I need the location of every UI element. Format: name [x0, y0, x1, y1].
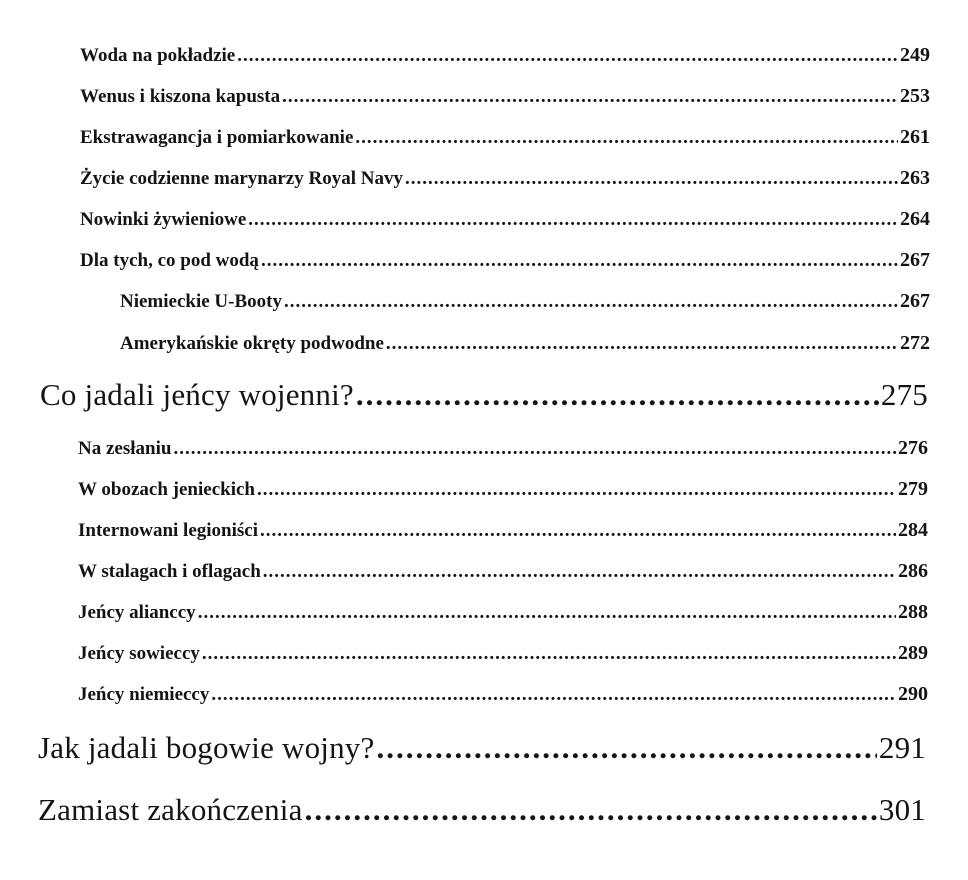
toc-entry-niemieckie-u-booty[interactable] — [120, 290, 930, 313]
toc-chapter-page-number: 291 — [878, 730, 926, 765]
toc-entry-title: Nowinki żywieniowe — [80, 209, 247, 230]
toc-entry-page-number: 288 — [898, 601, 928, 623]
dot-leader — [237, 45, 898, 67]
dot-leader — [261, 250, 898, 272]
toc-entry-title: Jeńcy alianccy — [78, 602, 196, 623]
toc-entry-page-number: 264 — [900, 208, 930, 230]
dot-leader — [405, 168, 898, 190]
dot-leader — [260, 520, 896, 542]
toc-entry-page-number: 253 — [900, 85, 930, 107]
toc-entry-page-number: 284 — [898, 519, 928, 541]
toc-chapter-jak-jadali-bogowie-wojny[interactable] — [38, 730, 926, 766]
toc-chapter-title: Jak jadali bogowie wojny? — [38, 730, 375, 765]
dot-leader — [355, 127, 898, 149]
toc-entry-na-zeslaniu[interactable] — [78, 437, 928, 460]
toc-entry-page-number: 290 — [898, 683, 928, 705]
toc-chapter-title: Co jadali jeńcy wojenni? — [40, 377, 354, 412]
toc-entry-page-number: 267 — [900, 290, 930, 312]
toc-entry-page-number: 276 — [898, 437, 928, 459]
toc-entry-page-number: 289 — [898, 642, 928, 664]
toc-chapter-co-jadali-jency-wojenni[interactable] — [40, 377, 928, 413]
toc-entry-jency-alianccy[interactable] — [78, 601, 928, 624]
toc-entry-ekstrawagancja[interactable] — [80, 126, 930, 149]
dot-leader — [282, 86, 898, 108]
dot-leader — [257, 479, 896, 501]
dot-leader — [198, 602, 896, 624]
dot-leader — [202, 643, 896, 665]
toc-chapter-zamiast-zakonczenia[interactable] — [38, 792, 926, 828]
dot-leader — [305, 792, 877, 828]
toc-entry-title: Wenus i kiszona kapusta — [80, 86, 281, 107]
toc-chapter-page-number: 275 — [880, 377, 928, 412]
toc-entry-title: Amerykańskie okręty podwodne — [120, 333, 384, 354]
toc-entry-jency-niemieccy[interactable] — [78, 683, 928, 706]
toc-entry-woda-na-pokladzie[interactable] — [80, 44, 930, 67]
dot-leader — [211, 684, 896, 706]
dot-leader — [386, 333, 898, 355]
toc-entry-page-number: 267 — [900, 249, 930, 271]
toc-entry-zycie-codzienne[interactable] — [80, 167, 930, 190]
dot-leader — [263, 561, 896, 583]
dot-leader — [173, 438, 896, 460]
toc-entry-page-number: 261 — [900, 126, 930, 148]
toc-chapter-title: Zamiast zakończenia — [38, 792, 303, 827]
toc-entry-nowinki-zywieniowe[interactable] — [80, 208, 930, 231]
toc-entry-page-number: 249 — [900, 44, 930, 66]
toc-entry-title: Życie codzienne marynarzy Royal Navy — [80, 168, 403, 189]
toc-entry-title: Woda na pokładzie — [80, 45, 236, 66]
toc-entry-title: Dla tych, co pod wodą — [80, 250, 259, 271]
toc-chapter-page-number: 301 — [878, 792, 926, 827]
toc-entry-title: Jeńcy niemieccy — [78, 684, 210, 705]
toc-entry-dla-tych-co-pod-woda[interactable] — [80, 249, 930, 272]
toc-entry-page-number: 263 — [900, 167, 930, 189]
toc-entry-page-number: 286 — [898, 560, 928, 582]
toc-entry-title: Jeńcy sowieccy — [78, 643, 200, 664]
dot-leader — [248, 209, 898, 231]
toc-entry-w-stalagach-i-oflagach[interactable] — [78, 560, 928, 583]
toc-entry-title: Ekstrawagancja i pomiarkowanie — [80, 127, 354, 148]
toc-entry-title: Na zesłaniu — [78, 438, 172, 459]
toc-entry-amerykanskie-okrety-podwodne[interactable] — [120, 332, 930, 355]
toc-entry-title: W stalagach i oflagach — [78, 561, 261, 582]
toc-entry-jency-sowieccy[interactable] — [78, 642, 928, 665]
toc-entry-page-number: 279 — [898, 478, 928, 500]
toc-entry-w-obozach-jenieckich[interactable] — [78, 478, 928, 501]
toc-entry-wenus-i-kiszona-kapusta[interactable] — [80, 85, 930, 108]
toc-entry-title: Internowani legioniści — [78, 520, 258, 541]
toc-entry-title: Niemieckie U-Booty — [120, 291, 282, 312]
toc-entry-page-number: 272 — [900, 332, 930, 354]
dot-leader — [356, 377, 879, 413]
toc-entry-internowani-legionisci[interactable] — [78, 519, 928, 542]
toc-entry-title: W obozach jenieckich — [78, 479, 255, 500]
dot-leader — [376, 730, 876, 766]
dot-leader — [284, 291, 898, 313]
